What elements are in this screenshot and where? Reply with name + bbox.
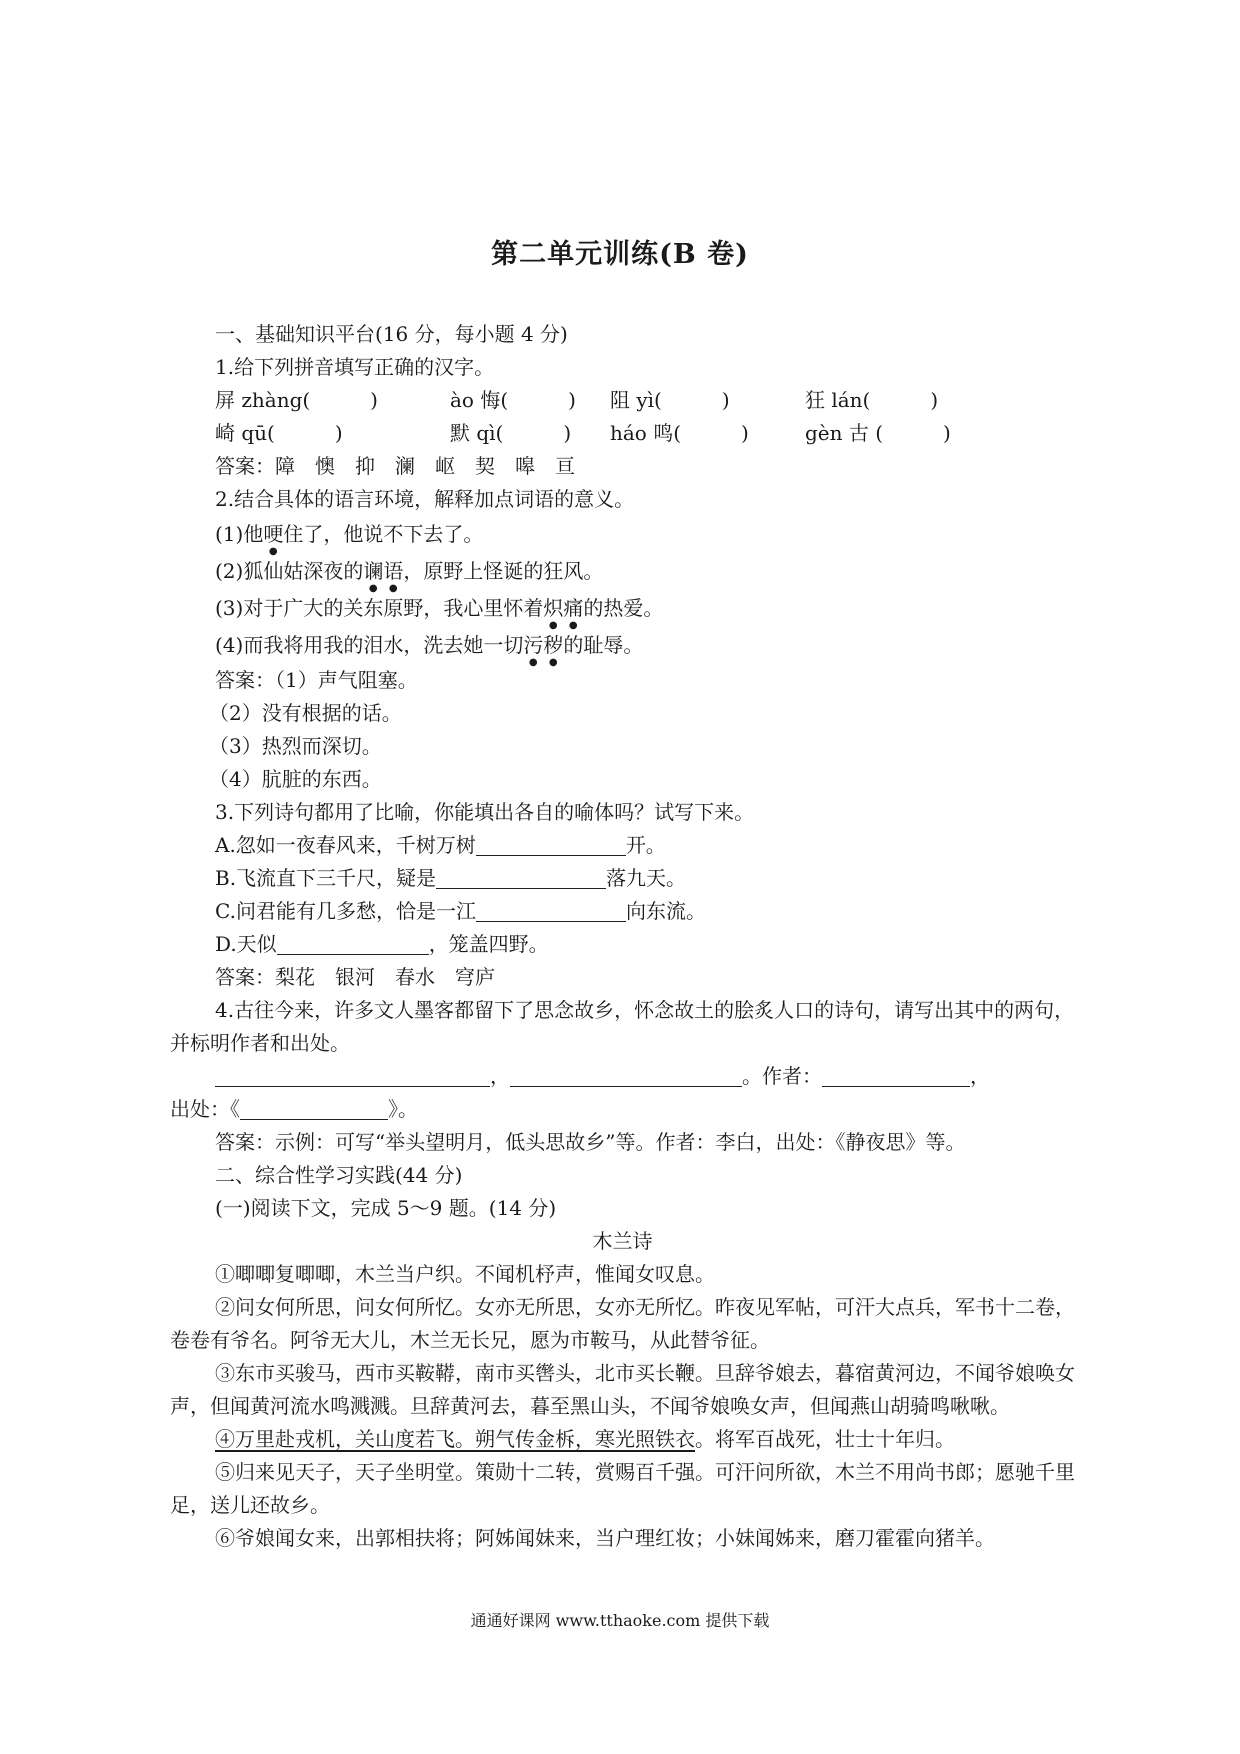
q4-author-label: 。作者： [742, 1064, 822, 1088]
poem-paragraph-4 [170, 1423, 1075, 1456]
q3-text: 落九天。 [606, 866, 687, 890]
q1-prompt: 1.给下列拼音填写正确的汉字。 [215, 355, 495, 379]
q2-sentence-1 [170, 516, 1075, 553]
answer-blank[interactable] [240, 1097, 388, 1120]
q3-text: ，笼盖四野。 [428, 932, 549, 956]
q3-prompt: 3.下列诗句都用了比喻，你能填出各自的喻体吗？试写下来。 [215, 800, 755, 824]
q3-text: A.忽如一夜春风来，千树万树 [215, 833, 476, 857]
q2-text: 的耻辱。 [563, 633, 644, 657]
q3-text: 向东流。 [625, 899, 706, 923]
q4-text: ， [970, 1064, 990, 1088]
q4-source-label: 出处：《 [170, 1097, 240, 1121]
q3-text: 开。 [625, 833, 666, 857]
poem-paragraph-3: ③东市买骏马，西市买鞍鞯，南市买辔头，北市买长鞭。旦辞爷娘去，暮宿黄河边，不闻爷娘唤女声，但闻黄河流水鸣溅溅。旦辞黄河去，暮至黑山头，不闻爷娘唤女声，但闻燕山胡骑鸣啾啾。 [170, 1361, 1075, 1418]
q2-sentence-3 [170, 590, 1075, 627]
q2-dotted-word: 谰语 [363, 559, 404, 583]
q2-text: (3)对于广大的关东原野，我心里怀着 [215, 596, 544, 620]
q4-blanks-line [170, 1060, 1075, 1093]
poem-title: 木兰诗 [592, 1229, 653, 1253]
page-footer: 通通好课网 www.tthaoke.com 提供下载 [470, 1611, 770, 1630]
q1-answer: 答案：障 懊 抑 澜 岖 契 嗥 亘 [215, 454, 575, 478]
q2-dotted-word: 哽 [263, 522, 284, 546]
q2-text: ，原野上怪诞的狂风。 [403, 559, 604, 583]
q2-dotted-word: 炽痛 [543, 596, 584, 620]
poem-paragraph-2: ②问女何所思，问女何所忆。女亦无所思，女亦无所忆。昨夜见军帖，可汗大点兵，军书十二卷，卷卷有爷名。阿爷无大儿，木兰无长兄，愿为市鞍马，从此替爷征。 [170, 1295, 1075, 1352]
q4-source-line [170, 1093, 1075, 1126]
q2-text: 的热爱。 [583, 596, 664, 620]
q1-item: 屏 zhàng( ) [215, 388, 378, 412]
q1-item: 狂 lán( ) [805, 388, 939, 412]
q3-item-c [170, 895, 1075, 928]
poem-paragraph-1: ①唧唧复唧唧，木兰当户织。不闻机杼声，惟闻女叹息。 [215, 1262, 715, 1286]
document-body [170, 318, 1075, 1555]
q1-item: ào 悔( ) [450, 388, 576, 412]
section-1-heading: 一、基础知识平台(16 分，每小题 4 分) [215, 322, 568, 346]
q1-row-1 [170, 384, 1075, 417]
poem-paragraph-5: ⑤归来见天子，天子坐明堂。策勋十二转，赏赐百千强。可汗问所欲，木兰不用尚书郎；愿驰千里足，送儿还故乡。 [170, 1460, 1075, 1517]
q4-text: ， [490, 1064, 510, 1088]
answer-blank[interactable] [476, 899, 626, 922]
q1-item: gèn 古 ( ) [805, 421, 951, 445]
q3-answer: 答案：梨花 银河 春水 穹庐 [215, 965, 495, 989]
q4-answer: 答案：示例：可写“举头望明月，低头思故乡”等。作者：李白，出处：《静夜思》等。 [215, 1130, 966, 1154]
answer-blank[interactable] [510, 1064, 742, 1087]
answer-blank[interactable] [436, 866, 606, 889]
q3-item-d [170, 928, 1075, 961]
q2-sentence-2 [170, 553, 1075, 590]
answer-blank[interactable] [476, 833, 626, 856]
q2-text: (1)他 [215, 522, 264, 546]
q4-text: 》。 [388, 1097, 418, 1121]
q3-item-a [170, 829, 1075, 862]
q3-text: C.问君能有几多愁，恰是一江 [215, 899, 476, 923]
answer-blank[interactable] [277, 932, 429, 955]
q1-item: 阻 yì( ) [610, 388, 730, 412]
reading-subheading: (一)阅读下文，完成 5～9 题。(14 分) [215, 1196, 557, 1220]
underlined-text: ④万里赴戎机，关山度若飞。朔气传金柝，寒光照铁衣 [215, 1427, 695, 1451]
q2-answer-2: （2）没有根据的话。 [209, 701, 402, 725]
page-title: 第二单元训练(B 卷) [491, 239, 749, 270]
section-2-heading: 二、综合性学习实践(44 分) [215, 1163, 463, 1187]
answer-blank[interactable] [215, 1064, 490, 1087]
q2-prompt: 2.结合具体的语言环境，解释加点词语的意义。 [215, 487, 635, 511]
q2-text: 住了，他说不下去了。 [283, 522, 484, 546]
q2-sentence-4 [170, 627, 1075, 664]
poem-text: 。将军百战死，壮士十年归。 [695, 1427, 955, 1451]
q3-item-b [170, 862, 1075, 895]
q3-text: D.天似 [215, 932, 277, 956]
poem-paragraph-6: ⑥爷娘闻女来，出郭相扶将；阿姊闻妹来，当户理红妆；小妹闻姊来，磨刀霍霍向猪羊。 [215, 1526, 995, 1550]
q2-text: (4)而我将用我的泪水，洗去她一切 [215, 633, 524, 657]
q4-prompt: 4.古往今来，许多文人墨客都留下了思念故乡，怀念故土的脍炙人口的诗句，请写出其中的两句，并标明作者和出处。 [170, 998, 1075, 1055]
q1-row-2 [170, 417, 1075, 450]
answer-blank[interactable] [822, 1064, 970, 1087]
q3-text: B.飞流直下三千尺，疑是 [215, 866, 437, 890]
q1-item: háo 鸣( ) [610, 421, 749, 445]
q2-text: (2)狐仙姑深夜的 [215, 559, 364, 583]
q1-item: 默 qì( ) [450, 421, 572, 445]
q2-answer-4: （4）肮脏的东西。 [209, 767, 382, 791]
q1-item: 崎 qū( ) [215, 421, 343, 445]
q2-answer-3: （3）热烈而深切。 [209, 734, 382, 758]
q2-answer-1: 答案：（1）声气阻塞。 [215, 668, 418, 692]
q2-dotted-word: 污秽 [523, 633, 564, 657]
